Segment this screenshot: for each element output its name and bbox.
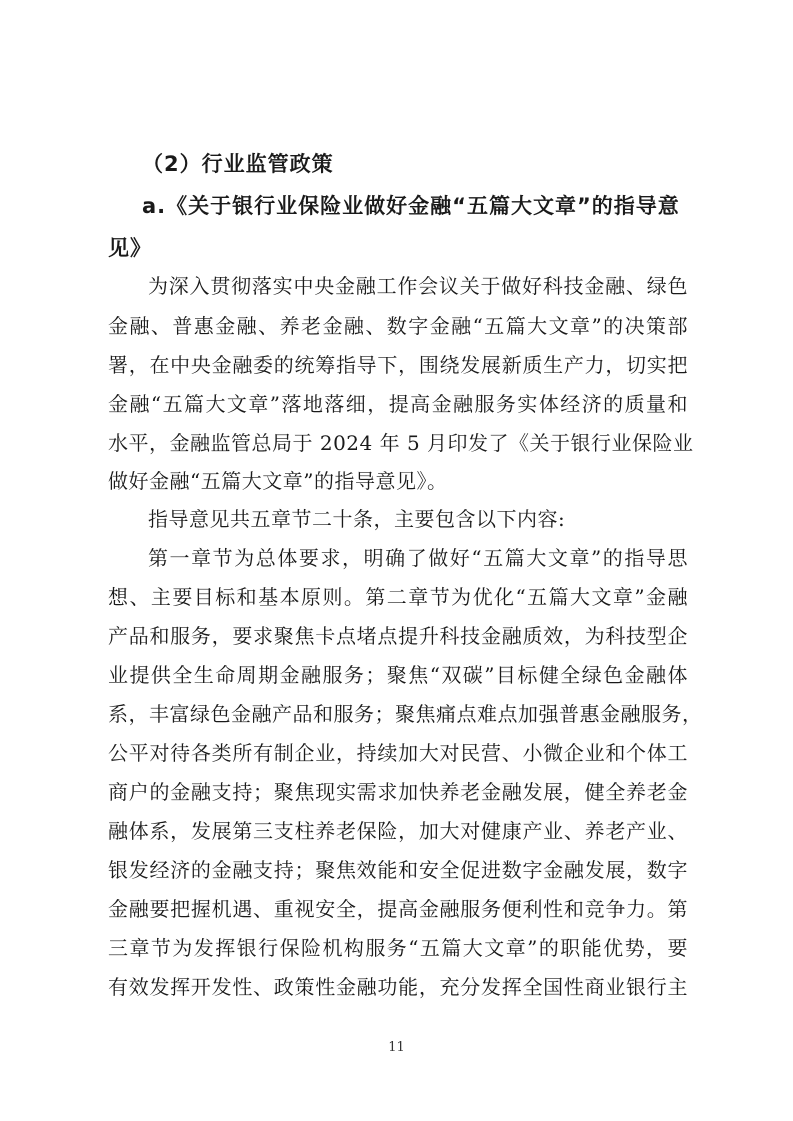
paragraph-line: 三章节为发挥银行保险机构服务“五篇大文章”的职能优势，要 [108,936,688,960]
paragraph-line: 银发经济的金融支持；聚焦效能和安全促进数字金融发展，数字 [108,858,688,882]
page-number: 11 [388,1040,405,1055]
paragraph-line: 产品和服务，要求聚焦卡点堵点提升科技金融质效，为科技型企 [108,624,688,648]
paragraph-line: 想、主要目标和基本原则。第二章节为优化“五篇大文章”金融 [108,585,688,609]
paragraph-line: 第一章节为总体要求，明确了做好“五篇大文章”的指导思 [148,546,688,570]
paragraph-line: 业提供全生命周期金融服务；聚焦“双碳”目标健全绿色金融体 [108,663,688,687]
section-heading: （2）行业监管政策 [142,152,334,176]
paragraph-line: 为深入贯彻落实中央金融工作会议关于做好科技金融、绿色 [148,274,688,298]
paragraph-line: 做好金融“五篇大文章”的指导意见》。 [108,469,448,493]
paragraph-line: 水平，金融监管总局于 2024 年 5 月印发了《关于银行业保险业 [108,431,694,455]
paragraph-line: 公平对待各类所有制企业，持续加大对民营、小微企业和个体工 [108,741,688,765]
paragraph-line: 有效发挥开发性、政策性金融功能，充分发挥全国性商业银行主 [108,975,688,999]
paragraph-line: 金融、普惠金融、养老金融、数字金融“五篇大文章”的决策部 [108,314,688,338]
paragraph-line: 指导意见共五章节二十条，主要包含以下内容: [148,507,566,531]
paragraph-line: 金融“五篇大文章”落地落细，提高金融服务实体经济的质量和 [108,392,688,416]
document-title-line: 见》 [108,236,152,260]
paragraph-line: 署，在中央金融委的统筹指导下，围绕发展新质生产力，切实把 [108,353,688,377]
document-title-line: a.《关于银行业保险业做好金融“五篇大文章”的指导意 [142,194,680,218]
paragraph-line: 融体系，发展第三支柱养老保险，加大对健康产业、养老产业、 [108,819,688,843]
paragraph-line: 系，丰富绿色金融产品和服务；聚焦痛点难点加强普惠金融服务， [108,702,703,726]
paragraph-line: 商户的金融支持；聚焦现实需求加快养老金融发展，健全养老金 [108,780,688,804]
paragraph-line: 金融要把握机遇、重视安全，提高金融服务便利性和竞争力。第 [108,897,688,921]
